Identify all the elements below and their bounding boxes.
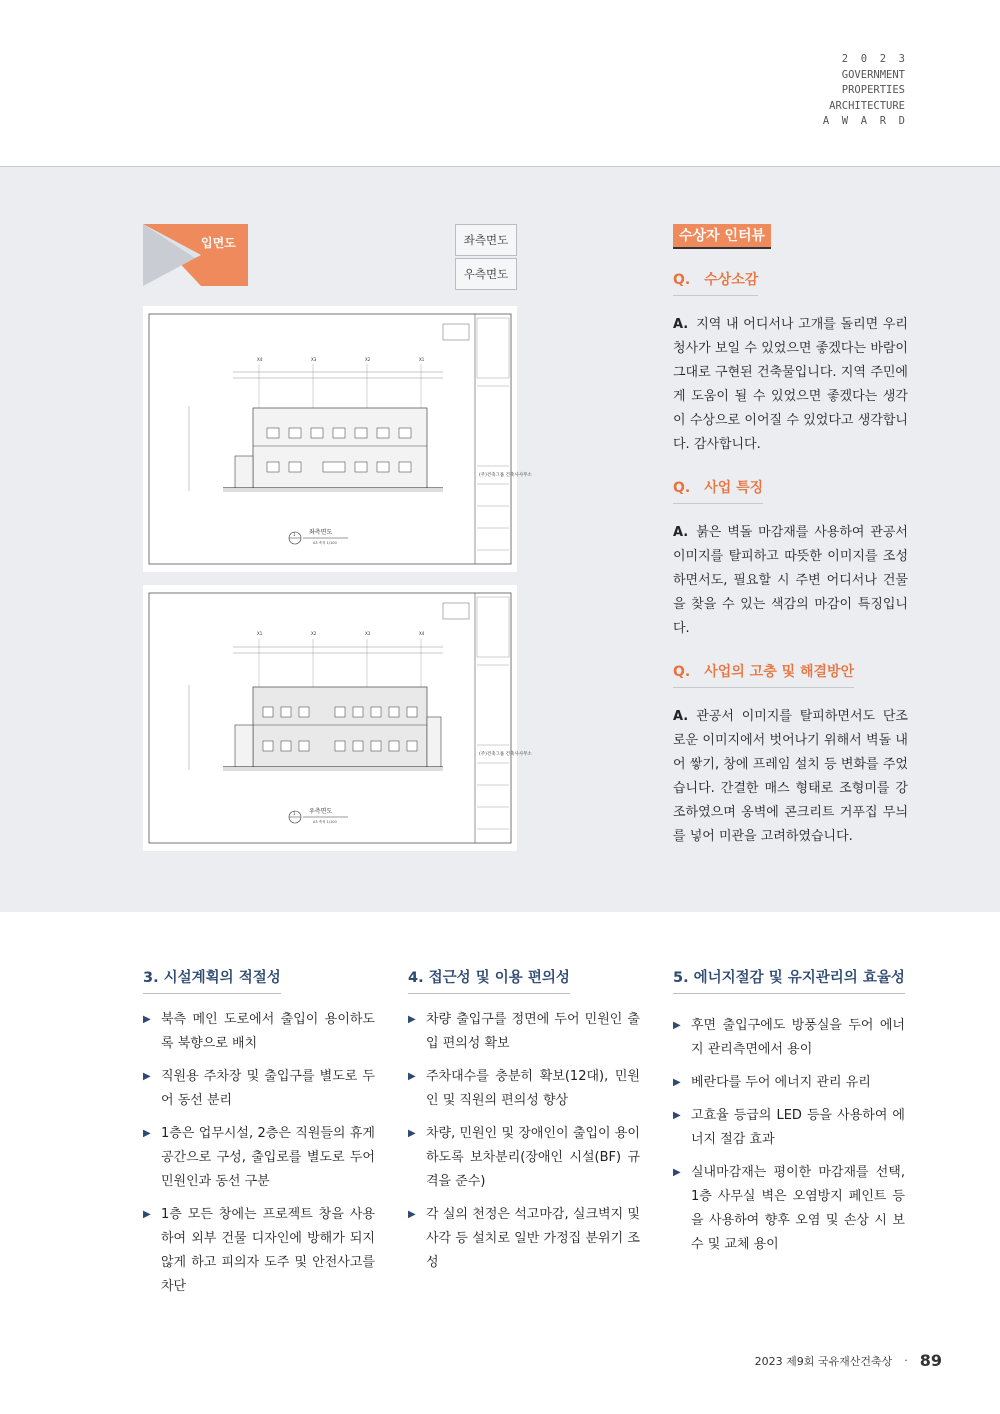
grid-label: X1 — [419, 357, 425, 362]
grid-label: X2 — [365, 357, 371, 362]
grid-label: X4 — [419, 631, 425, 636]
list-item: ▶ 고효율 등급의 LED 등을 사용하여 에너지 절감 효과 — [673, 1104, 905, 1152]
question — [673, 477, 763, 504]
qa-block — [673, 249, 908, 457]
elevation-marker: 1 — [293, 532, 296, 537]
question — [673, 269, 758, 296]
brand-line: PROPERTIES — [841, 84, 905, 96]
answer-mark: A. — [673, 709, 689, 724]
right-elevation-button[interactable]: 우측면도 — [455, 258, 517, 290]
drawing-title: 우측면도 — [309, 808, 333, 815]
brand-line: GOVERNMENT — [841, 68, 905, 81]
firm-name: (주)건축그룹 건축사사무소 — [479, 473, 532, 478]
answer — [673, 313, 908, 457]
brand-line: A W A R D — [822, 115, 905, 127]
grid-label: X3 — [365, 631, 371, 636]
bullet-list — [673, 1014, 905, 1257]
page-footer — [755, 1351, 942, 1370]
question-text: 사업 특징 — [704, 480, 764, 496]
list-item: ▶ 직원용 주차장 및 출입구를 별도로 두어 동선 분리 — [143, 1065, 375, 1113]
list-item: ▶ 1층은 업무시설, 2층은 직원들의 휴게공간으로 구성, 출입로를 별도로 두어 민원인과 동선 구분 — [143, 1122, 375, 1194]
accessibility-section — [408, 966, 640, 1284]
answer-text: 붉은 벽돌 마감재를 사용하여 관공서 이미지를 탈피하고 따뜻한 이미지를 조성하면서도, 필요할 시 주변 어디서나 건물을 찾을 수 있는 색감의 마감이 특징입니다. — [673, 525, 908, 636]
section-heading: 4. 접근성 및 이용 편의성 — [408, 966, 570, 994]
list-item: ▶ 실내마감재는 평이한 마감재를 선택, 1층 사무실 벽은 오염방지 페인트 등을 사용하여 향후 오염 및 손상 시 보수 및 교체 용이 — [673, 1161, 905, 1257]
interview-title: 수상자 인터뷰 — [673, 224, 771, 249]
answer — [673, 705, 908, 849]
question-mark: Q. — [673, 664, 691, 680]
qa-block — [673, 457, 908, 641]
left-elevation-button[interactable]: 좌측면도 — [455, 224, 517, 256]
drawing-title: 좌측면도 — [309, 529, 333, 536]
page-number: 89 — [919, 1351, 942, 1370]
qa-block — [673, 641, 908, 849]
left-elevation-drawing — [143, 306, 532, 572]
list-item: ▶ 차량, 민원인 및 장애인이 출입이 용이하도록 보차분리(장애인 시설(BF) 규격을 준수) — [408, 1122, 640, 1194]
section-tag-label: 입면도 — [201, 236, 236, 250]
answer — [673, 521, 908, 641]
drawing-scale: A3 축척 1/100 — [313, 820, 337, 824]
answer-mark: A. — [673, 525, 689, 540]
answer-text: 지역 내 어디서나 고개를 돌리면 우리 청사가 보일 수 있었으면 좋겠다는 바람이 그대로 구현된 건축물입니다. 지역 주민에게 도움이 될 수 있었으면 좋겠다는 생각이 수상으로 이어질 수 있었다고 생각합니다. 감사합니다. — [673, 317, 908, 452]
bullet-list — [408, 1008, 640, 1275]
question — [673, 661, 854, 688]
grid-label: X1 — [257, 631, 263, 636]
footer-publication: 2023 제9회 국유재산건축상 — [754, 1354, 893, 1368]
section-tag — [143, 224, 248, 286]
footer-separator: · — [904, 1354, 908, 1367]
elevation-marker: 1 — [293, 811, 296, 816]
grid-label: X4 — [257, 357, 263, 362]
firm-name: (주)건축그룹 건축사사무소 — [479, 752, 532, 757]
list-item: ▶ 북측 메인 도로에서 출입이 용이하도록 북향으로 배치 — [143, 1008, 375, 1056]
brand-line: 2 0 2 3 — [841, 53, 905, 65]
question-mark: Q. — [673, 480, 691, 496]
grid-label: X2 — [311, 631, 317, 636]
list-item: ▶ 각 실의 천정은 석고마감, 실크벽지 및 사각 등 설치로 일반 가정집 분위기 조성 — [408, 1203, 640, 1275]
right-elevation-drawing — [143, 585, 532, 851]
facility-planning-section — [143, 966, 375, 1308]
question-mark: Q. — [673, 272, 691, 288]
list-item: ▶ 후면 출입구에도 방풍실을 두어 에너지 관리측면에서 용이 — [673, 1014, 905, 1062]
list-item: ▶ 주차대수를 충분히 확보(12대), 민원인 및 직원의 편의성 향상 — [408, 1065, 640, 1113]
winner-interview — [673, 224, 908, 849]
list-item: ▶ 베란다를 두어 에너지 관리 유리 — [673, 1071, 905, 1095]
answer-mark: A. — [673, 317, 689, 332]
list-item: ▶ 차량 출입구를 정면에 두어 민원인 출입 편의성 확보 — [408, 1008, 640, 1056]
grid-label: X3 — [311, 357, 317, 362]
drawing-scale: A3 축척 1/100 — [313, 541, 337, 545]
answer-text: 관공서 이미지를 탈피하면서도 단조로운 이미지에서 벗어나기 위해서 벽돌 내어 쌓기, 창에 프레임 설치 등 변화를 주었습니다. 간결한 매스 형태로 조형미를 강조하였으며 옹벽에 콘크리트 거푸집 무늬를 넣어 미관을 고려하였습니다. — [673, 709, 908, 844]
energy-efficiency-section — [673, 966, 905, 1266]
question-text: 사업의 고충 및 해결방안 — [704, 664, 855, 680]
brand-line: ARCHITECTURE — [829, 99, 905, 112]
bullet-list — [143, 1008, 375, 1299]
award-brand — [823, 52, 905, 130]
section-heading: 3. 시설계획의 적절성 — [143, 966, 281, 994]
list-item: ▶ 1층 모든 창에는 프로젝트 창을 사용하여 외부 건물 디자인에 방해가 되지 않게 하고 피의자 도주 및 안전사고를 차단 — [143, 1203, 375, 1299]
question-text: 수상소감 — [704, 272, 759, 288]
section-heading: 5. 에너지절감 및 유지관리의 효율성 — [673, 966, 905, 994]
